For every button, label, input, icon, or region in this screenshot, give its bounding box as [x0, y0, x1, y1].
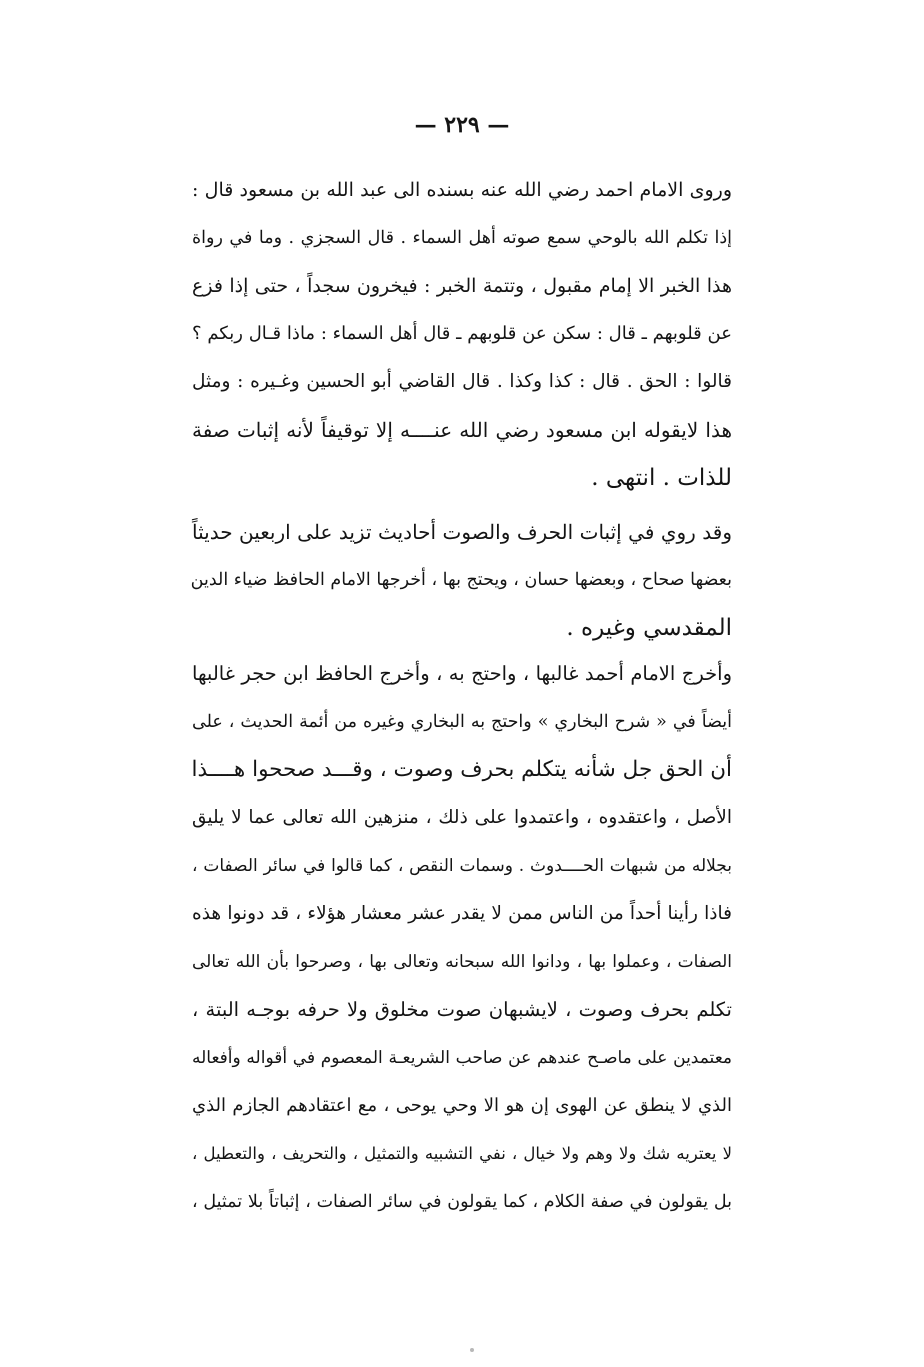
text-line: هذا لايقوله ابن مسعود رضي الله عنــــه إلا توقيفاً لأنه إثبات صفة	[192, 418, 732, 442]
text-line: عن قلوبهم ـ قال : سكن عن قلوبهم ـ قال أهل السماء : ماذا قـال ربكم ؟	[192, 323, 732, 344]
scan-speck	[470, 1348, 474, 1352]
text-line: الذي لا ينطق عن الهوى إن هو الا وحي يوحى ، مع اعتقادهم الجازم الذي	[192, 1095, 732, 1116]
text-line: قالوا : الحق . قال : كذا وكذا . قال القاضي أبو الحسين وغـيره : ومثل	[192, 371, 732, 392]
text-line: وروى الامام احمد رضي الله عنه بسنده الى عبد الله بن مسعود قال :	[192, 179, 732, 201]
text-line: هذا الخبر الا إمام مقبول ، وتتمة الخبر : فيخرون سجداً ، حتى إذا فزع	[192, 275, 732, 297]
text-line: بجلاله من شبهات الحــــدوث . وسمات النقص ، كما قالوا في سائر الصفات ،	[192, 856, 732, 876]
text-line: الصفات ، وعملوا بها ، ودانوا الله سبحانه وتعالى بها ، وصرحوا بأن الله تعالى	[192, 952, 732, 972]
text-line: وأخرج الامام أحمد غالبها ، واحتج به ، وأخرج الحافظ ابن حجر غالبها	[192, 662, 732, 685]
paragraph-2	[192, 508, 732, 652]
paragraph-1	[192, 166, 732, 502]
page-number: — ٢٢٩ —	[414, 112, 510, 138]
text-line: المقدسي وغيره .	[566, 615, 732, 641]
text-line: بعضها صحاح ، وبعضها حسان ، ويحتج بها ، أخرجها الامام الحافظ ضياء الدين	[190, 570, 732, 590]
text-line: وقد روي في إثبات الحرف والصوت أحاديث تزيد على اربعين حديثاً	[192, 520, 732, 544]
text-line: إذا تكلم الله بالوحي سمع صوته أهل السماء . قال السجزي . وما في رواة	[192, 228, 732, 248]
text-line: أن الحق جل شأنه يتكلم بحرف وصوت ، وقـــد صححوا هــــذا	[191, 757, 732, 782]
text-line: أيضاً في « شرح البخاري » واحتج به البخاري وغيره من أئمة الحديث ، على	[192, 712, 732, 732]
text-line: الأصل ، واعتقدوه ، واعتمدوا على ذلك ، منزهين الله تعالى عما لا يليق	[192, 807, 732, 828]
text-line: بل يقولون في صفة الكلام ، كما يقولون في سائر الصفات ، إثباتاً بلا تمثيل ،	[192, 1192, 732, 1212]
paragraph-3	[192, 650, 732, 1226]
text-line: لا يعتريه شك ولا وهم ولا خيال ، نفي التشبيه والتمثيل ، والتحريف ، والتعطيل ،	[192, 1144, 732, 1163]
text-line: فاذا رأينا أحداً من الناس ممن لا يقدر عشر معشار هؤلاء ، قد دونوا هذه	[192, 903, 732, 924]
text-line: تكلم بحرف وصوت ، لايشبهان صوت مخلوق ولا حرفه بوجـه البتة ،	[192, 998, 732, 1021]
text-line: للذات . انتهى .	[591, 465, 732, 491]
text-line: معتمدين على ماصـح عندهم عن صاحب الشريعـة المعصوم في أقواله وأفعاله	[192, 1048, 732, 1068]
